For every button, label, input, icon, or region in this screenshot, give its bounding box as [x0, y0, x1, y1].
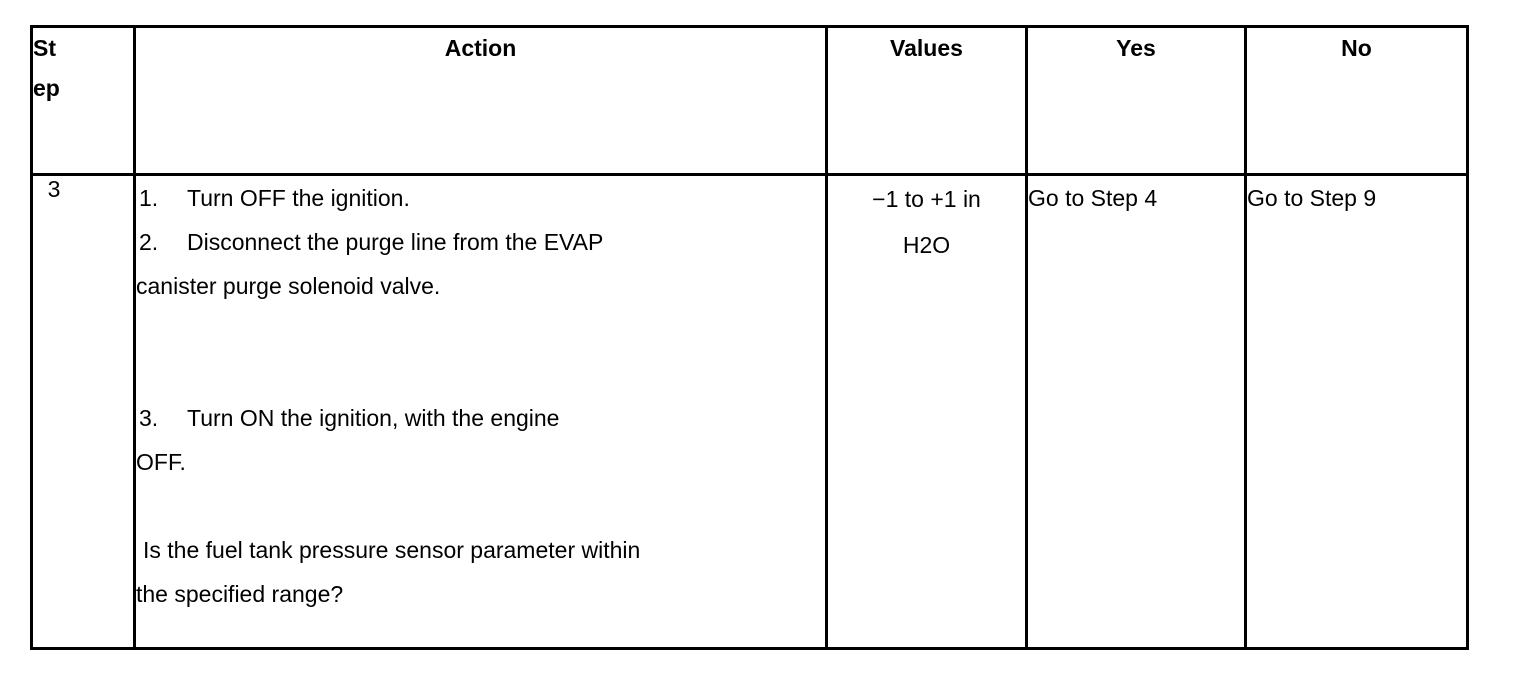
values-line-1: −1 to +1 in — [872, 186, 981, 212]
action-item-3-continuation: OFF. — [136, 449, 186, 475]
action-item-2-number: 2. — [139, 229, 159, 255]
action-item-1 — [136, 176, 825, 220]
values-cell — [827, 175, 1027, 649]
header-action: Action — [135, 27, 827, 175]
header-step-line1: St — [33, 35, 56, 61]
action-cell — [135, 175, 827, 649]
yes-result: Go to Step 4 — [1028, 185, 1158, 211]
action-item-1-number: 1. — [139, 185, 159, 211]
header-values: Values — [827, 27, 1027, 175]
header-no: No — [1246, 27, 1468, 175]
diagnostic-table — [30, 25, 1469, 650]
action-item-3-text: Turn ON the ignition, with the engine — [187, 405, 560, 431]
header-yes: Yes — [1027, 27, 1246, 175]
action-item-3 — [136, 396, 825, 440]
action-item-2-continuation: canister purge solenoid valve. — [136, 273, 441, 299]
question-line-1: Is the fuel tank pressure sensor parameter within — [143, 537, 641, 563]
table-body — [32, 175, 1468, 649]
step-number: 3 — [47, 176, 61, 202]
spacer — [136, 308, 825, 396]
no-result: Go to Step 9 — [1247, 185, 1377, 211]
action-item-3-number: 3. — [139, 405, 159, 431]
no-cell — [1246, 175, 1468, 649]
header-row — [32, 27, 1468, 175]
action-item-2 — [136, 220, 825, 264]
table-row — [32, 175, 1468, 649]
step-cell — [32, 175, 135, 649]
values-line-2: H2O — [902, 232, 951, 258]
header-step — [32, 27, 135, 175]
action-item-1-text: Turn OFF the ignition. — [187, 185, 410, 211]
action-item-2-text: Disconnect the purge line from the EVAP — [187, 229, 604, 255]
header-step-line2: ep — [33, 75, 60, 101]
spacer — [136, 484, 825, 528]
table-header — [32, 27, 1468, 175]
yes-cell — [1027, 175, 1246, 649]
question-line-2: the specified range? — [136, 581, 344, 607]
